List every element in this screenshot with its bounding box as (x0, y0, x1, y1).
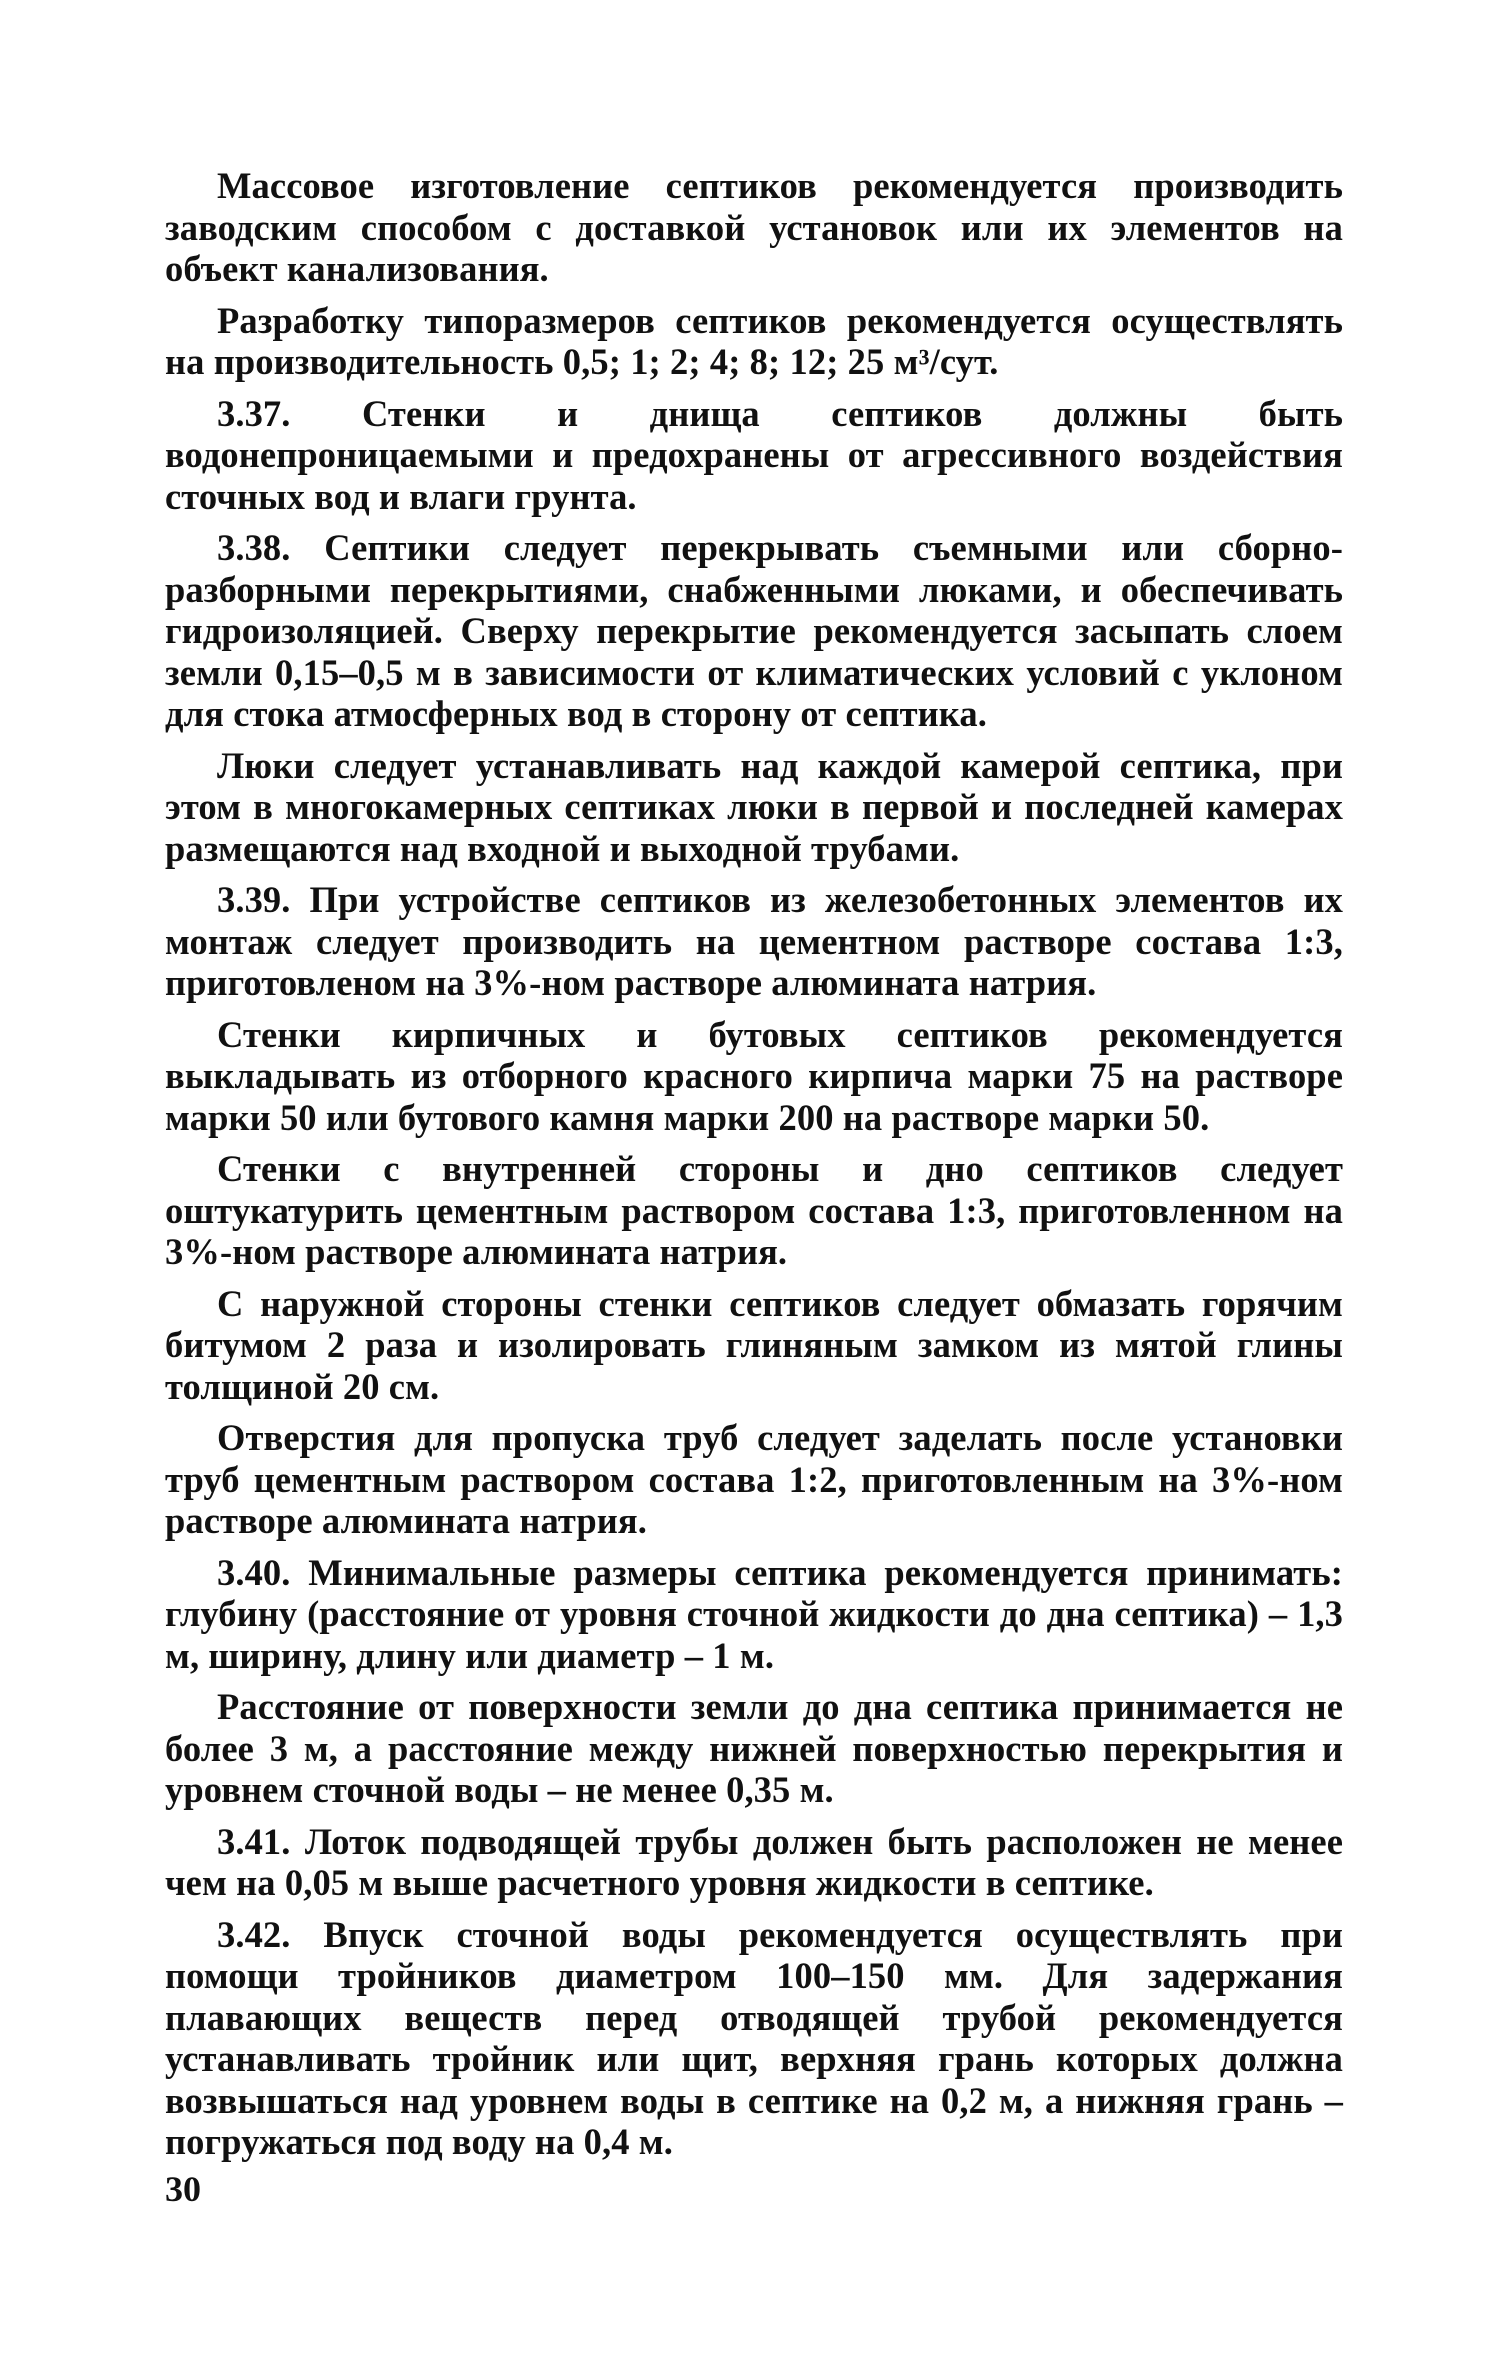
clause-number: 3.40. (217, 1551, 291, 1593)
clause-number: 3.37. (217, 392, 291, 434)
clause-text: Минимальные размеры септика рекомендуется принимать: глубину (расстояние от уровня сточной жидкости до дна септика) – 1,3 м, ширину, длину или диаметр – 1 м. (165, 1551, 1343, 1676)
clause-3-37 (165, 393, 1343, 518)
clause-3-40 (165, 1552, 1343, 1677)
clause-text: Впуск сточной воды рекомендуется осуществлять при помощи тройников диаметром 100–150 мм. Для задержания плавающих веществ перед отводящей трубой рекомендуется устанавливать тройник или щит, верхняя грань которых должна возвышаться над уровнем воды в септике на 0,2 м, а нижняя грань – погружаться под воду на 0,4 м. (165, 1913, 1343, 2162)
paragraph-plaster: Стенки с внутренней стороны и дно септиков следует оштукатурить цементным раствором состава 1:3, приготовленном на 3%-ном растворе алюмината натрия. (165, 1148, 1343, 1272)
paragraph-brick-walls: Стенки кирпичных и бутовых септиков рекомендуется выкладывать из отборного красного кирпича марки 75 на растворе марки 50 или бутового камня марки 200 на растворе марки 50. (165, 1013, 1343, 1138)
paragraph-2: Разработку типоразмеров септиков рекомендуется осуществлять на производительность 0,5; 1; 2; 4; 8; 12; 25 м³/сут. (165, 299, 1343, 382)
paragraph-hatches: Люки следует устанавливать над каждой камерой септика, при этом в многокамерных септиках люки в первой и последней камерах размещаются над входной и выходной трубами. (165, 744, 1343, 869)
clause-text: Септики следует перекрывать съемными или сборно-разборными перекрытиями, снабженными люками, и обеспечивать гидроизоляцией. Сверху перекрытие рекомендуется засыпать слоем земли 0,15–0,5 м в зависимости от климатических условий с уклоном для стока атмосферных вод в сторону от септика. (165, 527, 1343, 734)
clause-text: Лоток подводящей трубы должен быть расположен не менее чем на 0,05 м выше расчетного уровня жидкости в септике. (165, 1820, 1343, 1903)
paragraph-1: Массовое изготовление септиков рекомендуется производить заводским способом с доставкой установок или их элементов на объект канализования. (165, 165, 1343, 289)
clause-3-39 (165, 879, 1343, 1004)
page-body (165, 165, 1343, 2173)
page-number: 30 (165, 2169, 201, 2209)
clause-3-38 (165, 527, 1343, 735)
clause-number: 3.39. (217, 879, 291, 920)
paragraph-distance: Расстояние от поверхности земли до дна септика принимается не более 3 м, а расстояние между нижней поверхностью перекрытия и уровнем сточной воды – не менее 0,35 м. (165, 1686, 1343, 1810)
clause-number: 3.38. (217, 527, 291, 568)
clause-text: Стенки и днища септиков должны быть водонепроницаемыми и предохранены от агрессивного воздействия сточных вод и влаги грунта. (165, 392, 1343, 517)
clause-3-41 (165, 1821, 1343, 1904)
clause-3-42 (165, 1914, 1343, 2163)
paragraph-bitumen: С наружной стороны стенки септиков следует обмазать горячим битумом 2 раза и изолировать глиняным замком из мятой глины толщиной 20 см. (165, 1282, 1343, 1407)
clause-number: 3.42. (217, 1913, 291, 1955)
clause-text: При устройстве септиков из железобетонных элементов их монтаж следует производить на цементном растворе состава 1:3, приготовленом на 3%-ном растворе алюмината натрия. (165, 879, 1343, 1003)
paragraph-pipe-openings: Отверстия для пропуска труб следует заделать после установки труб цементным раствором состава 1:2, приготовленным на 3%-ном растворе алюмината натрия. (165, 1417, 1343, 1541)
clause-number: 3.41. (217, 1820, 291, 1862)
